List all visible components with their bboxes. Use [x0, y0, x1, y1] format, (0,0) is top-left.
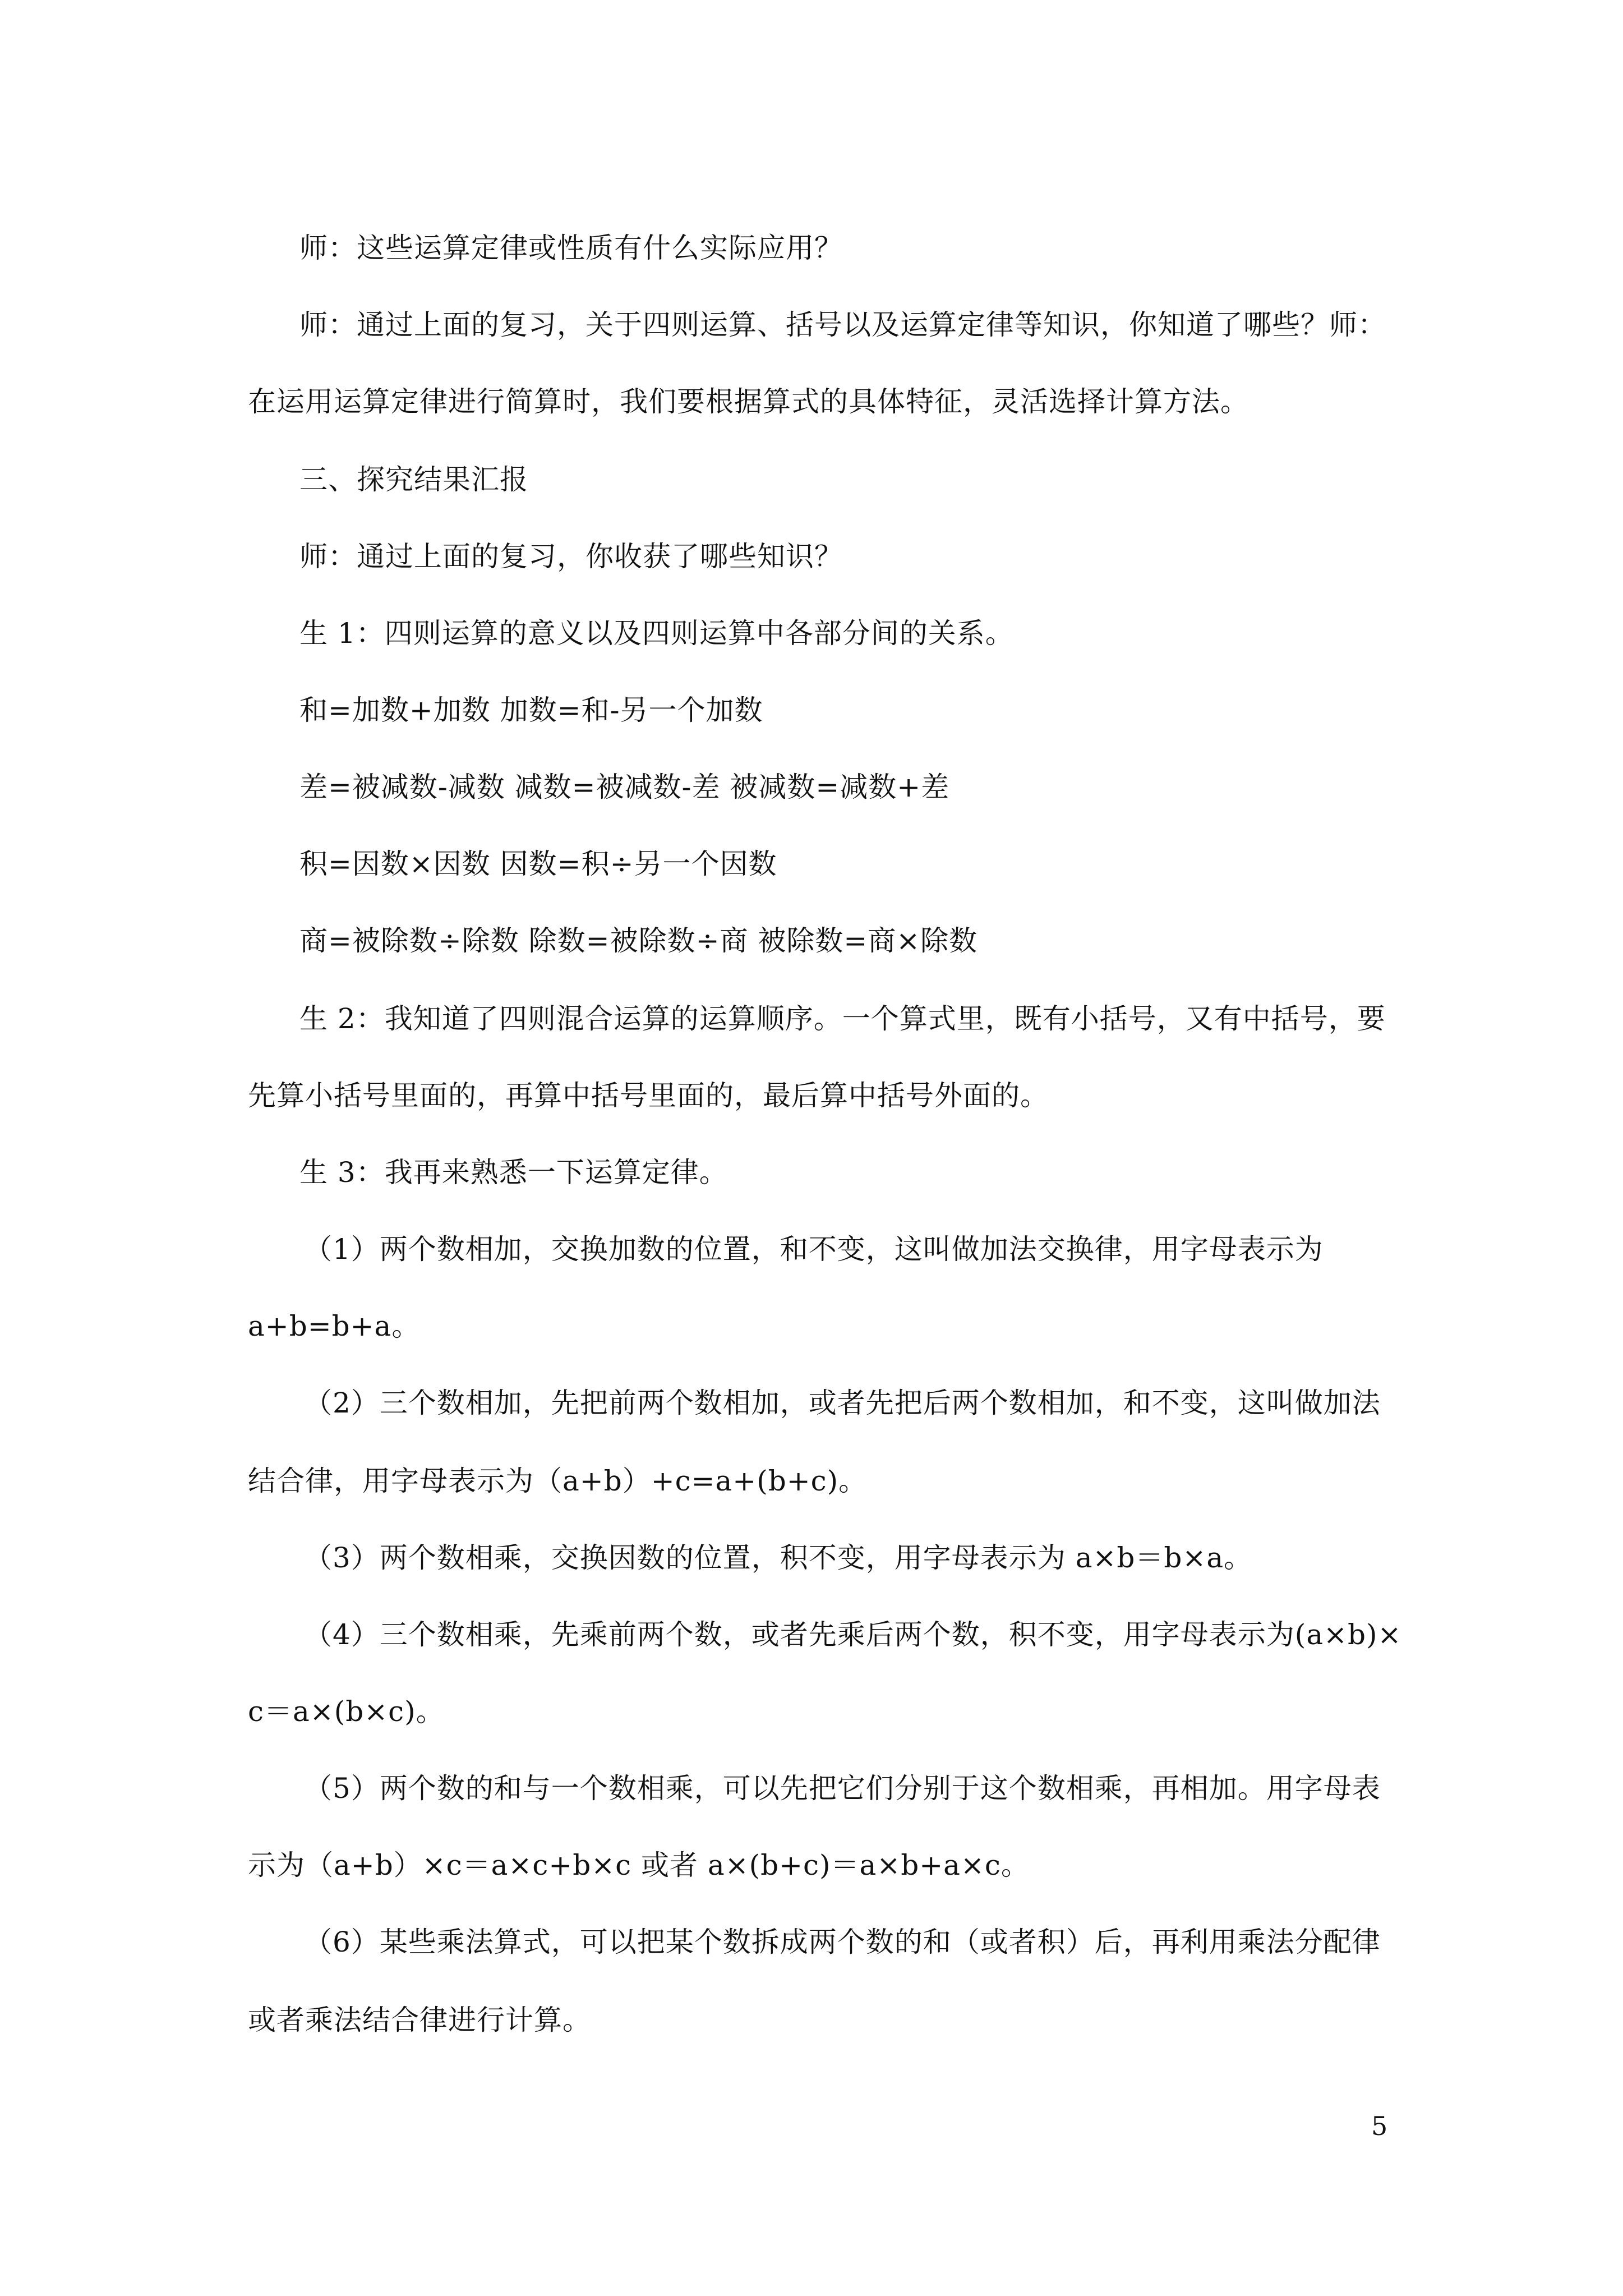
- list-item: （3）两个数相乘，交换因数的位置，积不变，用字母表示为 a×b＝b×a。: [304, 1542, 1253, 1574]
- page-number: 5: [1371, 2111, 1388, 2141]
- list-item: （4）三个数相乘，先乘前两个数，或者先乘后两个数，积不变，用字母表示为(a×b)×: [304, 1618, 1402, 1651]
- list-item: （2）三个数相加，先把前两个数相加，或者先把后两个数相加，和不变，这叫做加法: [304, 1387, 1381, 1419]
- list-item: （1）两个数相加，交换加数的位置，和不变，这叫做加法交换律，用字母表示为: [304, 1233, 1324, 1266]
- section-heading: 三、探究结果汇报: [299, 463, 528, 496]
- text-line: 生 3：我再来熟悉一下运算定律。: [299, 1156, 728, 1189]
- text-line: 在运用运算定律进行简算时，我们要根据算式的具体特征，灵活选择计算方法。: [248, 385, 1249, 418]
- text-line: 生 2：我知道了四则混合运算的运算顺序。一个算式里，既有小括号，又有中括号，要: [299, 1002, 1386, 1035]
- text-line: 师：通过上面的复习，关于四则运算、括号以及运算定律等知识，你知道了哪些？师：: [299, 309, 1386, 341]
- formula-line: 和=加数+加数 加数=和-另一个加数: [299, 694, 763, 726]
- formula-line: 差=被减数-减数 减数=被减数-差 被减数=减数+差: [299, 771, 950, 803]
- formula-line: 商=被除数÷除数 除数=被除数÷商 被除数=商×除数: [299, 924, 978, 957]
- text-line: 师：通过上面的复习，你收获了哪些知识？: [299, 540, 843, 573]
- text-line: 先算小括号里面的，再算中括号里面的，最后算中括号外面的。: [248, 1079, 1049, 1112]
- text-line: 示为（a+b）×c＝a×c+b×c 或者 a×(b+c)＝a×b+a×c。: [248, 1849, 1030, 1881]
- text-line: 或者乘法结合律进行计算。: [248, 2004, 591, 2036]
- text-line: a+b=b+a。: [248, 1310, 421, 1342]
- text-line: c＝a×(b×c)。: [248, 1695, 445, 1728]
- list-item: （5）两个数的和与一个数相乘，可以先把它们分别于这个数相乘，再相加。用字母表: [304, 1772, 1381, 1805]
- text-line: 师：这些运算定律或性质有什么实际应用？: [299, 232, 843, 264]
- list-item: （6）某些乘法算式，可以把某个数拆成两个数的和（或者积）后，再利用乘法分配律: [304, 1926, 1381, 1958]
- text-line: 结合律，用字母表示为（a+b）+c=a+(b+c)。: [248, 1465, 868, 1497]
- text-line: 生 1：四则运算的意义以及四则运算中各部分间的关系。: [299, 617, 1014, 650]
- formula-line: 积=因数×因数 因数=积÷另一个因数: [299, 848, 777, 880]
